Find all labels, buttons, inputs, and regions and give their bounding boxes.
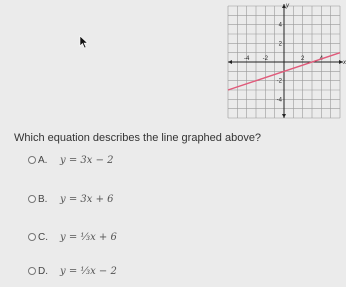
radio-button[interactable] [28, 156, 36, 164]
question-text: Which equation describes the line graphed above? [14, 132, 262, 144]
x-axis-label: x [343, 60, 346, 66]
y-tick-label: 4 [278, 22, 282, 29]
radio-button[interactable] [28, 267, 36, 275]
choice-b[interactable] [28, 192, 114, 206]
choice-c[interactable] [28, 230, 117, 244]
y-tick-label: 2 [278, 41, 282, 48]
choice-letter: B. [38, 193, 48, 205]
radio-button[interactable] [28, 195, 36, 203]
choice-letter: C. [38, 231, 48, 243]
x-tick-label: 2 [300, 56, 305, 62]
x-tick-label: -4 [243, 56, 250, 62]
choice-a[interactable] [28, 153, 114, 167]
choice-d[interactable] [28, 264, 117, 278]
coordinate-graph [224, 2, 344, 122]
y-tick-label: -2 [276, 78, 282, 85]
y-tick-label: -4 [276, 97, 282, 104]
x-axis-arrow-icon [228, 60, 232, 64]
mouse-cursor-icon [79, 35, 89, 49]
choice-letter: A. [38, 154, 48, 166]
radio-button[interactable] [28, 233, 36, 241]
choice-equation: y = ⅓x + 6 [60, 231, 117, 243]
choice-letter: D. [38, 265, 48, 277]
x-tick-label: -2 [262, 56, 269, 62]
choice-equation: y = 3x + 6 [60, 193, 114, 205]
choice-equation: y = ⅓x − 2 [60, 265, 117, 277]
y-axis-arrow-icon [282, 114, 286, 118]
choice-equation: y = 3x − 2 [60, 154, 114, 166]
y-axis-label: y [286, 3, 289, 9]
